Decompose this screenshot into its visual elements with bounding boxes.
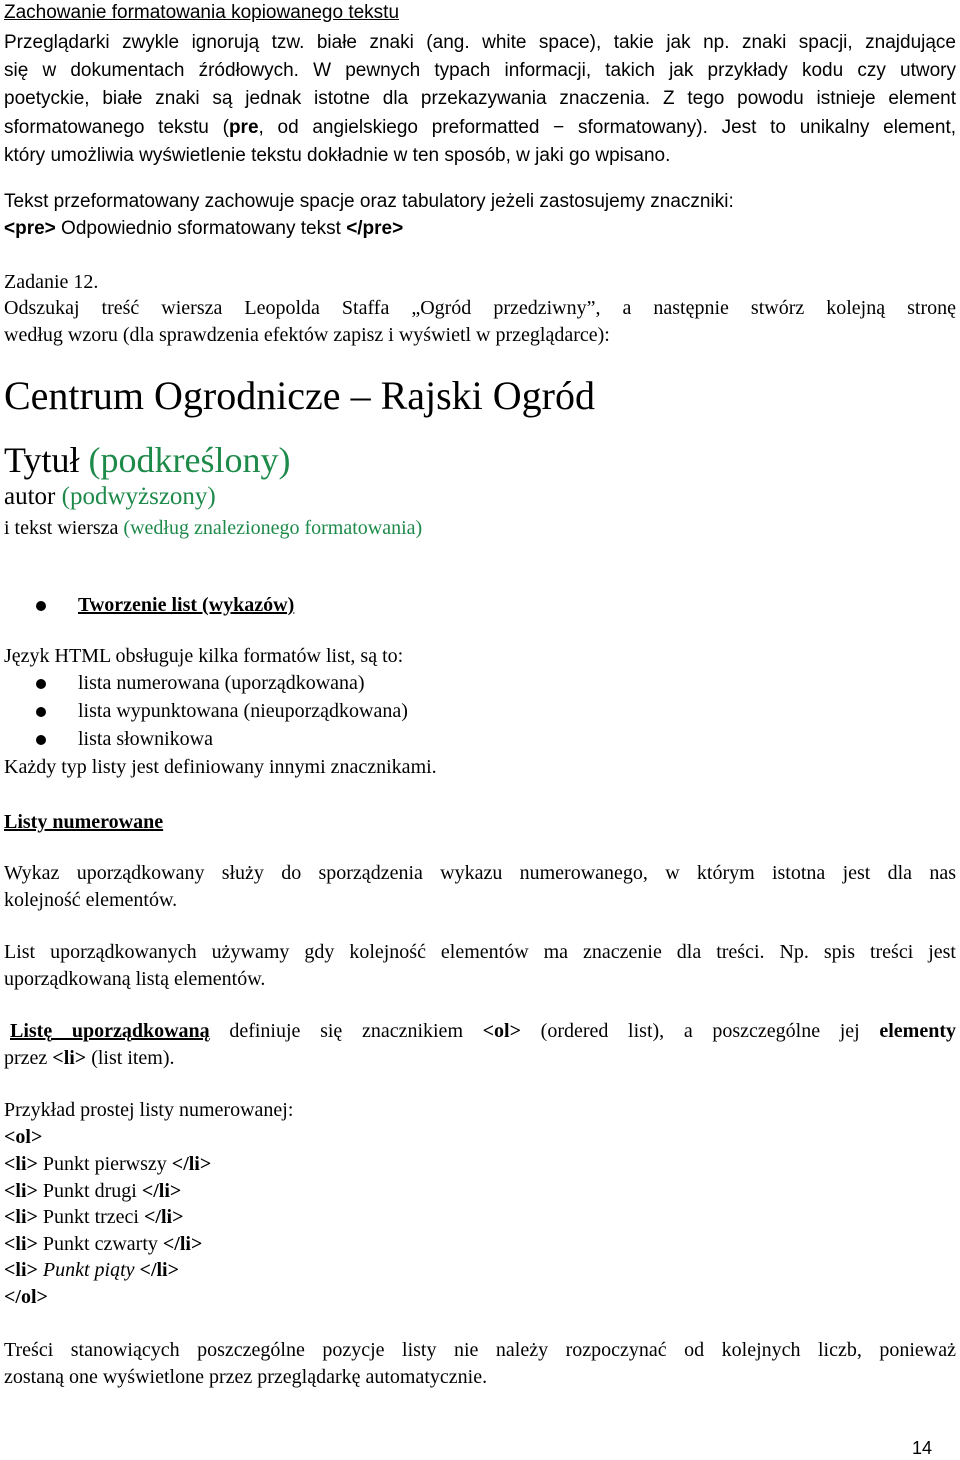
paragraph-line: się w dokumentach źródłowych. W pewnych typach informacji, takich jak przykłady kodu czy utwory [4,60,956,81]
bullet-icon [36,601,46,611]
paragraph-line: Przeglądarki zwykle ignorują tzw. białe znaki (ang. white space), takie jak np. znaki spacji, znajdujące [4,32,956,53]
paragraph-line: poetyckie, białe znaki są jednak istotne dla przekazywania znaczenia. Z tego powodu istnieje element [4,88,956,109]
sample-text: i tekst wiersza (według znalezionego formatowania) [4,517,423,539]
code-li-line: <li> Punkt trzeci </li> [4,1206,184,1228]
section-heading-lists: Tworzenie list (wykazów) [78,594,295,616]
code-li-line: <li> Punkt czwarty </li> [4,1233,203,1255]
paragraph-line: Język HTML obsługuje kilka formatów list, są to: [4,645,404,667]
paragraph-line: przez <li> (list item). [4,1047,175,1069]
task-line: Odszukaj treść wiersza Leopolda Staffa „Ogród przedziwny”, a następnie stwórz kolejną stronę [4,297,956,319]
paragraph-line: który umożliwia wyświetlenie tekstu dokładnie w ten sposób, w jaki go wpisano. [4,145,671,166]
paragraph-line: Tekst przeformatowany zachowuje spacje oraz tabulatory jeżeli zastosujemy znaczniki: [4,191,734,212]
paragraph-line: Listę uporządkowaną definiuje się znacznikiem <ol> (ordered list), a poszczególne jej elementy [10,1020,956,1042]
bullet-icon [36,735,46,745]
paragraph-line: Każdy typ listy jest definiowany innymi znacznikami. [4,756,437,778]
paragraph-line: sformatowanego tekstu (pre, od angielskiego preformatted − sformatowany). Jest to unikalny element, [4,117,956,138]
code-ol-open: <ol> [4,1126,43,1148]
section-heading-formatting: Zachowanie formatowania kopiowanego tekstu [4,2,400,23]
bullet-icon [36,707,46,717]
bullet-icon [36,679,46,689]
sample-heading: Centrum Ogrodnicze – Rajski Ogród [4,373,595,418]
paragraph-line: Treści stanowiących poszczególne pozycje listy nie należy rozpoczynać od kolejnych liczb, ponieważ [4,1339,956,1361]
paragraph-line: kolejność elementów. [4,889,178,911]
list-item: lista numerowana (uporządkowana) [78,672,365,694]
code-ol-close: </ol> [4,1286,48,1308]
code-li-line: <li> Punkt piąty </li> [4,1259,180,1281]
code-li-line: <li> Punkt drugi </li> [4,1180,182,1202]
paragraph-line: Przykład prostej listy numerowanej: [4,1099,294,1121]
sample-author: autor (podwyższony) [4,483,216,510]
page-number: 14 [911,1438,932,1458]
list-item: lista wypunktowana (nieuporządkowana) [78,700,408,722]
pre-tag-example: <pre> Odpowiednio sformatowany tekst </pre> [4,218,404,239]
task-line: według wzoru (dla sprawdzenia efektów zapisz i wyświetl w przeglądarce): [4,324,610,346]
task-label: Zadanie 12. [4,271,99,293]
paragraph-line: Wykaz uporządkowany służy do sporządzenia wykazu numerowanego, w którym istotna jest dla nas [4,862,956,884]
code-li-line: <li> Punkt pierwszy </li> [4,1153,212,1175]
paragraph-line: List uporządkowanych używamy gdy kolejność elementów ma znaczenie dla treści. Np. spis treści jest [4,941,956,963]
sample-title: Tytuł (podkreślony) [4,440,291,480]
list-item: lista słownikowa [78,728,213,750]
paragraph-line: uporządkowaną listą elementów. [4,968,266,990]
section-heading-numbered: Listy numerowane [4,811,164,833]
paragraph-line: zostaną one wyświetlone przez przeglądarkę automatycznie. [4,1366,488,1388]
